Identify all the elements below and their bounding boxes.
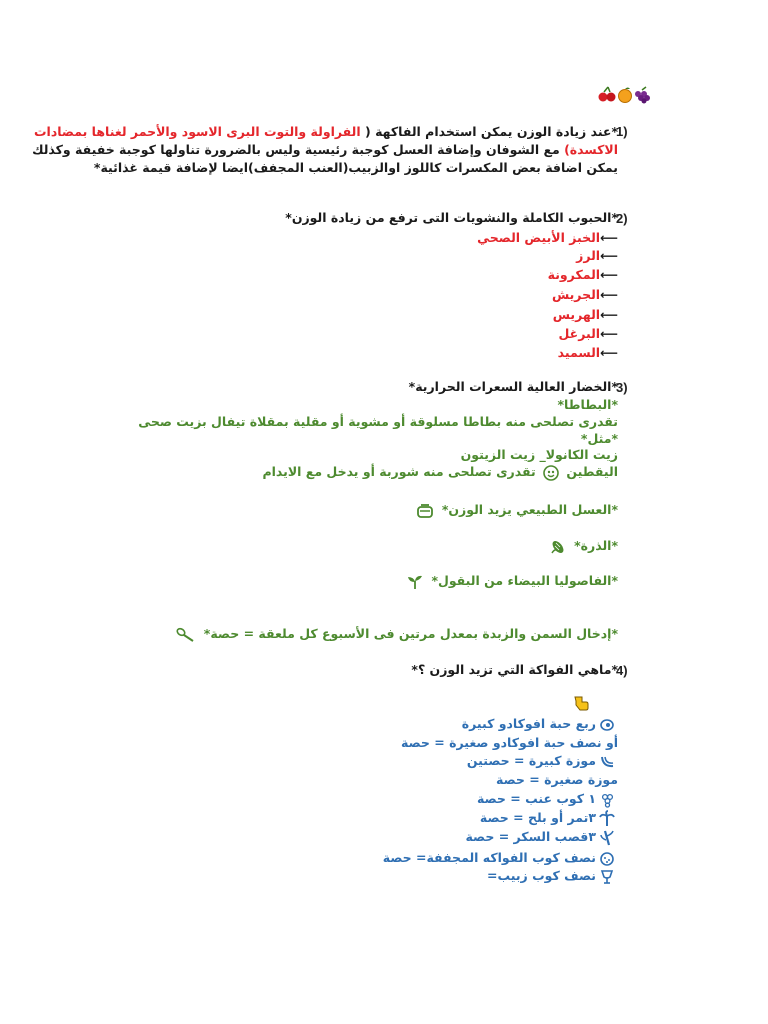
s2-list-item (576, 247, 618, 265)
s4-list-item (465, 828, 618, 846)
s4-item-text: نصف كوب زبيب= (487, 868, 596, 883)
grapes-icon (635, 87, 650, 104)
item-number-2: 2) (616, 211, 628, 226)
s2-item-text: الرز (576, 248, 601, 263)
s2-item-text: الهريس (552, 307, 601, 322)
arrow-left-icon: ⟵ (600, 307, 618, 322)
item-number-3: 3) (616, 380, 628, 395)
fruit-icons-row (598, 86, 658, 104)
s3-pumpkin-desc: تقدرى تصلحى منه شوربة أو يدخل مع الايدام (262, 464, 536, 479)
s2-item-text: البرغل (558, 326, 601, 341)
s1-line-1 (34, 123, 618, 141)
item-number-4: 4) (616, 663, 628, 678)
s4-title: *ماهي الفواكة التي تزيد الوزن ؟* (411, 662, 618, 677)
arrow-left-icon: ⟵ (600, 287, 618, 302)
s2-list-item (477, 229, 618, 247)
s4-list-item (401, 734, 618, 752)
s3-pumpkin (262, 463, 618, 481)
banana-icon (599, 753, 615, 770)
s4-list-item (467, 752, 618, 770)
s1-text-red-2: الاكسدة) (564, 142, 618, 157)
pointing-hand-icon (572, 694, 590, 712)
s4-list-item (462, 715, 618, 733)
s1-text-black-2: مع الشوفان وإضافة العسل كوجبة رئيسية وليس بالضرورة تناولها كوجبة خفيفة وكذلك (32, 142, 565, 157)
s3-potato-desc: تقدرى تصلحى منه بطاطا مسلوقة أو مشوية أو مقلية بمقلاة تيفال بزيت صحى (138, 414, 618, 429)
s3-corn (546, 537, 618, 555)
s4-item-text: موزة صغيرة = حصة (496, 772, 618, 787)
arrow-left-icon: ⟵ (600, 345, 618, 360)
s3-pumpkin-label: اليقطين (566, 464, 618, 479)
honey-pot-icon (416, 503, 434, 519)
s2-list-item (559, 325, 618, 343)
arrow-left-icon: ⟵ (600, 326, 618, 341)
sugarcane-icon (599, 829, 615, 846)
s4-item-text: نصف كوب الفواكه المجففة= حصة (382, 850, 596, 865)
grapes-icon (599, 791, 615, 808)
s3-ghee (173, 625, 618, 643)
s4-item-text: ربع حبة افوكادو كبيرة (461, 716, 596, 731)
s3-beans (403, 572, 618, 590)
s4-list-item (477, 790, 618, 808)
s3-title: *الخضار العالية السعرات الحرارية* (408, 379, 618, 394)
s2-list-item (552, 286, 618, 304)
s3-potato: *البطاطا* (557, 397, 618, 412)
orange-icon (619, 88, 632, 103)
s1-text-red: الفراولة والتوت البرى الاسود والأحمر لغناها بمضادات (33, 124, 365, 139)
s3-corn-text: *الذرة* (574, 538, 618, 553)
header-icons (598, 86, 658, 108)
s2-title: *الحبوب الكاملة والنشويات التى ترفع من زيادة الوزن* (285, 210, 618, 225)
s3-ghee-text: *إدخال السمن والزبدة بمعدل مرتين فى الأسبوع كل ملعقة = حصة* (203, 626, 618, 641)
s1-line-2 (32, 141, 618, 159)
s4-item-text: موزة كبيرة = حصتين (466, 753, 596, 768)
arrow-left-icon: ⟵ (600, 230, 618, 245)
cup-icon (599, 868, 615, 885)
s4-list-item (487, 867, 618, 885)
s3-oils: زيت الكانولا_ زيت الزيتون (460, 447, 618, 462)
s2-item-text: السميد (557, 345, 601, 360)
s3-honey (413, 501, 618, 519)
s4-item-text: ١ كوب عنب = حصة (477, 791, 596, 806)
s4-item-text: ٣قصب السكر = حصة (465, 829, 596, 844)
s2-list-item (558, 344, 618, 362)
s4-item-text: ٣تمر أو بلح = حصة (479, 810, 596, 825)
dried-fruit-icon (599, 850, 615, 867)
s2-item-text: الخبز الأبيض الصحي (477, 230, 601, 245)
s4-list-item (383, 849, 618, 867)
s2-list-item (553, 306, 618, 324)
s1-text-black: *عند زيادة الوزن يمكن استخدام الفاكهة ( (365, 124, 618, 139)
arrow-left-icon: ⟵ (600, 267, 618, 282)
sprout-icon (406, 574, 424, 590)
s2-item-text: الجريش (551, 287, 601, 302)
item-number-1: 1) (616, 124, 628, 139)
s2-item-text: المكرونة (547, 267, 601, 282)
s4-item-text: أو نصف حبة افوكادو صغيرة = حصة (401, 735, 618, 750)
s3-beans-text: *الفاصوليا البيضاء من البقول* (431, 573, 618, 588)
s2-list-item (548, 266, 618, 284)
cherries-icon (599, 87, 616, 102)
arrow-left-icon: ⟵ (600, 248, 618, 263)
s3-honey-text: *العسل الطبيعي يزيد الوزن* (441, 502, 618, 517)
s4-list-item (480, 809, 618, 827)
s3-example: *مثل* (580, 431, 618, 446)
s1-line-3: يمكن اضافة بعض المكسرات كاللوز اوالزبيب(العنب المجفف)ايضا لإضافة قيمة غذائية* (93, 160, 618, 175)
palm-icon (599, 810, 615, 827)
s4-list-item (496, 771, 618, 789)
corn-icon (549, 539, 567, 555)
spoon-icon (176, 627, 196, 643)
pumpkin-icon (543, 465, 559, 481)
avocado-icon (599, 716, 615, 733)
